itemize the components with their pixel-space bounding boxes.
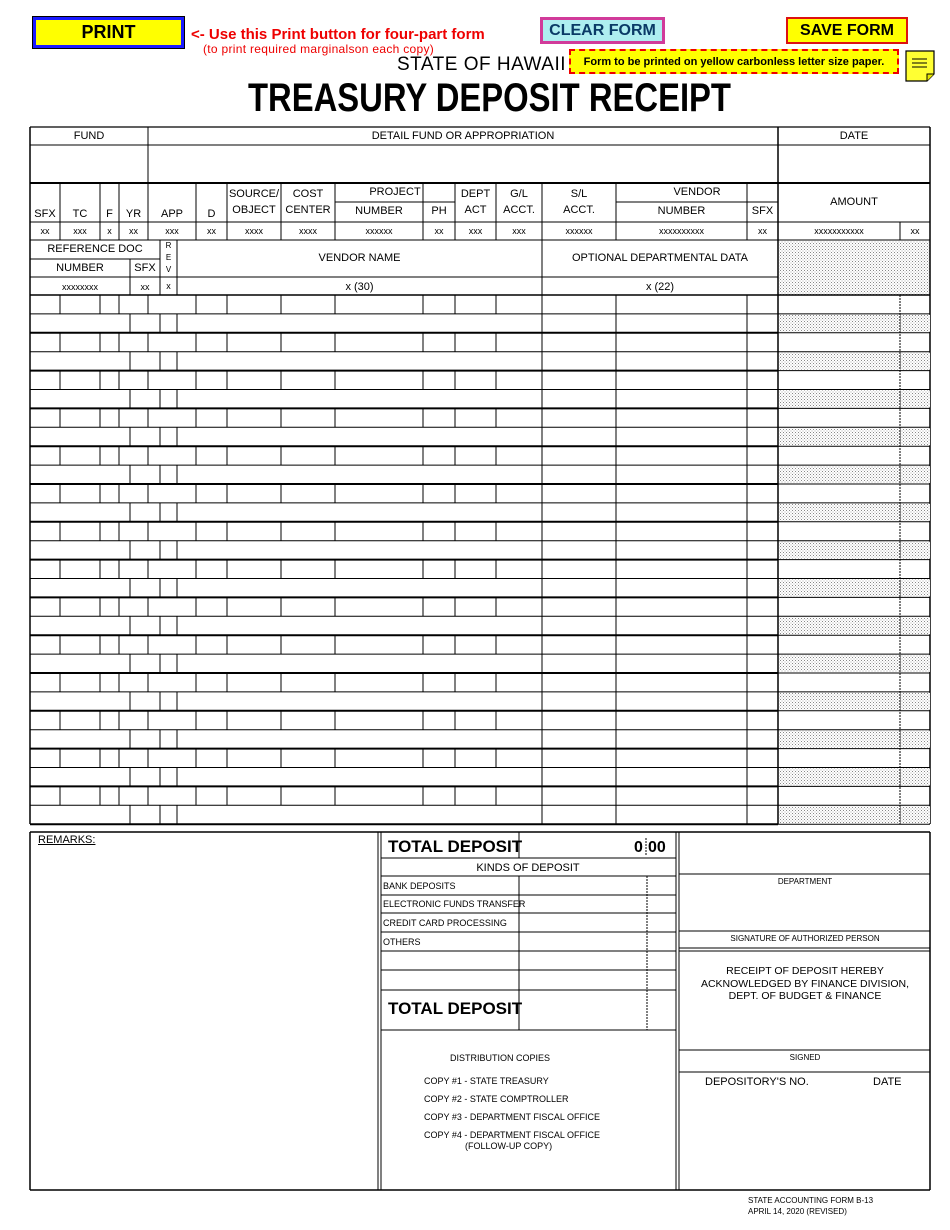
shaded-amount — [779, 428, 930, 445]
shaded-amount — [779, 655, 930, 672]
shaded-amount — [779, 542, 930, 559]
ref-number-header: NUMBER — [56, 262, 104, 274]
print-note: <- Use this Print button for four-part form — [191, 26, 485, 43]
fmt-ref-sfx: xx — [140, 282, 150, 292]
kind-credit-card: CREDIT CARD PROCESSING — [383, 918, 507, 928]
shaded-amount — [779, 617, 930, 634]
total-deposit-label-2: TOTAL DEPOSIT — [388, 999, 523, 1018]
fmt-optional: x (22) — [645, 281, 675, 293]
fmt-vendor: xxxxxxxxxx — [659, 226, 704, 236]
col-d: D — [207, 208, 216, 220]
col-vendor: VENDOR — [673, 186, 721, 198]
col-source-2: OBJECT — [232, 204, 276, 216]
signature-input[interactable] — [682, 890, 928, 932]
col-gl-2: ACCT. — [503, 204, 535, 216]
form-number: STATE ACCOUNTING FORM B-13 — [748, 1196, 874, 1205]
bank-deposits-input[interactable] — [521, 878, 645, 894]
col-project-number: NUMBER — [355, 205, 403, 217]
clear-form-button[interactable]: CLEAR FORM — [540, 17, 665, 44]
copy-4-followup: (FOLLOW-UP COPY) — [465, 1141, 553, 1151]
fmt-ph: xx — [434, 226, 444, 236]
col-gl-1: G/L — [510, 188, 528, 200]
print-subnote: (to print required marginalson each copy) — [203, 42, 435, 56]
remarks-label: REMARKS: — [38, 834, 96, 846]
fmt-cents: xx — [910, 226, 920, 236]
eft-input[interactable] — [521, 896, 645, 912]
col-sl-1: S/L — [570, 188, 588, 200]
kind-eft: ELECTRONIC FUNDS TRANSFER — [383, 899, 526, 909]
form-title: TREASURY DEPOSIT RECEIPT — [248, 76, 731, 120]
detail-input[interactable] — [150, 146, 776, 180]
shaded-amount — [779, 466, 930, 483]
fmt-vendor-name: x (30) — [345, 281, 374, 293]
shaded-amount — [779, 353, 930, 370]
fmt-project: xxxxxx — [365, 226, 393, 236]
depository-date-label: DATE — [873, 1076, 902, 1088]
shaded-amount — [779, 391, 930, 408]
others-input[interactable] — [521, 934, 645, 950]
depository-no-label: DEPOSITORY'S NO. — [705, 1076, 809, 1088]
shaded-amount — [779, 693, 930, 710]
shaded-amount — [779, 769, 930, 786]
optional-data-header: OPTIONAL DEPARTMENTAL DATA — [571, 252, 749, 264]
col-ph: PH — [431, 205, 447, 217]
shaded-amount — [779, 504, 930, 521]
fmt-vendor-sfx: xx — [758, 226, 767, 236]
col-vendor-sfx: SFX — [751, 205, 774, 217]
signed-label: SIGNED — [789, 1053, 821, 1062]
fmt-source: xxxx — [245, 226, 263, 236]
col-yr: YR — [125, 208, 142, 220]
ref-doc-header: REFERENCE DOC — [47, 243, 143, 255]
col-dept-1: DEPT — [460, 188, 491, 200]
state-title: STATE OF HAWAII — [397, 54, 566, 75]
col-dept-2: ACT — [464, 204, 487, 216]
copy-3: COPY #3 - DEPARTMENT FISCAL OFFICE — [424, 1112, 601, 1122]
fmt-ref: xxxxxxxx — [62, 282, 98, 292]
fmt-gl: xxx — [512, 226, 526, 236]
remarks-input[interactable] — [32, 850, 376, 1186]
rev-e: E — [165, 253, 172, 262]
col-cost-1: COST — [292, 188, 324, 200]
receipt-line-2: ACKNOWLEDGED BY FINANCE DIVISION, — [700, 978, 910, 990]
shaded-amount — [779, 315, 930, 332]
col-sl-2: ACCT. — [563, 204, 595, 216]
rev-v: V — [165, 265, 172, 274]
shaded-amount — [779, 731, 930, 748]
fmt-sfx: xx — [40, 226, 50, 236]
col-project: PROJECT — [369, 186, 421, 198]
department-input[interactable] — [682, 836, 928, 874]
receipt-line-3: DEPT. OF BUDGET & FINANCE — [728, 990, 882, 1002]
rev-r: R — [165, 241, 172, 250]
fmt-amount: xxxxxxxxxxx — [814, 226, 864, 236]
col-app: APP — [160, 208, 183, 220]
credit-card-input[interactable] — [521, 915, 645, 931]
fmt-rev: x — [166, 281, 171, 291]
col-f: F — [106, 208, 113, 220]
col-sfx: SFX — [34, 208, 56, 220]
col-cost-2: CENTER — [285, 204, 331, 216]
print-button[interactable]: PRINT — [33, 17, 184, 48]
fmt-tc: xxx — [73, 226, 87, 236]
fmt-app: xxx — [165, 226, 179, 236]
form-revised: APRIL 14, 2020 (REVISED) — [748, 1207, 847, 1216]
fmt-sl: xxxxxx — [565, 226, 593, 236]
detail-header: DETAIL FUND OR APPROPRIATION — [371, 130, 555, 142]
fmt-dept: xxx — [468, 226, 483, 236]
copy-4: COPY #4 - DEPARTMENT FISCAL OFFICE — [424, 1130, 601, 1140]
fund-header: FUND — [73, 130, 105, 142]
col-source-1: SOURCE/ — [228, 188, 280, 200]
distribution-copies: DISTRIBUTION COPIES — [449, 1053, 550, 1063]
kind-bank-deposits: BANK DEPOSITS — [383, 881, 456, 891]
fmt-d: xx — [207, 226, 216, 236]
save-form-button[interactable]: SAVE FORM — [786, 17, 908, 44]
total-deposit-cents: 00 — [648, 839, 666, 856]
total-deposit-label: TOTAL DEPOSIT — [388, 837, 523, 856]
ref-sfx-header: SFX — [134, 262, 156, 274]
receipt-line-1: RECEIPT OF DEPOSIT HEREBY — [726, 965, 884, 977]
shaded-amount — [779, 580, 930, 597]
signature-label: SIGNATURE OF AUTHORIZED PERSON — [730, 934, 880, 943]
shaded-amount — [779, 241, 930, 295]
kinds-of-deposit: KINDS OF DEPOSIT — [476, 862, 580, 874]
col-vendor-number: NUMBER — [657, 205, 706, 217]
shaded-amount — [779, 806, 930, 823]
total-deposit-int: 0 — [634, 839, 643, 856]
fmt-cost: xxxx — [299, 226, 317, 236]
date-header: DATE — [839, 130, 869, 142]
copy-2: COPY #2 - STATE COMPTROLLER — [424, 1094, 569, 1104]
fmt-yr: xx — [129, 226, 138, 236]
kind-others: OTHERS — [383, 937, 421, 947]
paper-note: Form to be printed on yellow carbonless letter size paper. — [569, 49, 899, 74]
col-amount: AMOUNT — [830, 196, 878, 208]
department-label: DEPARTMENT — [777, 877, 833, 886]
vendor-name-header: VENDOR NAME — [318, 252, 401, 264]
date-input[interactable] — [780, 146, 928, 180]
fmt-f: x — [107, 226, 112, 236]
col-tc: TC — [72, 208, 88, 220]
copy-1: COPY #1 - STATE TREASURY — [424, 1076, 549, 1086]
